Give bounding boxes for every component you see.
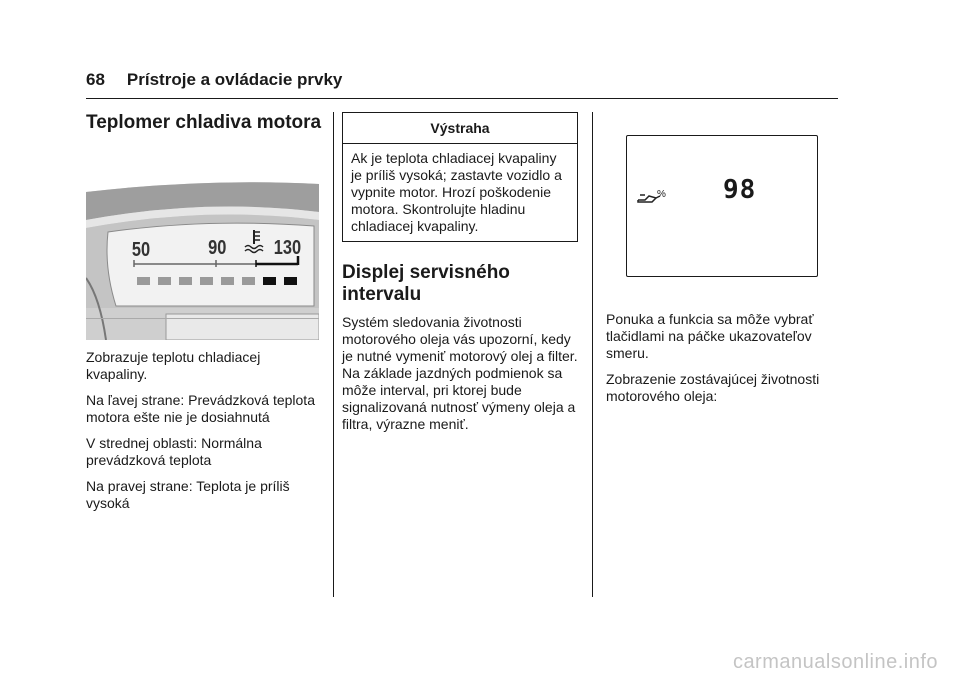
oil-life-value: 98 <box>723 175 757 205</box>
service-interval-paragraph: Systém sledovania životnosti motorového oleja vás upozorní, kedy je nutné vymeniť motorový olej a filter. Na základe jazdných podmienok sa môže interval, pri ktorej bude signalizovaná nutnosť výmeny oleja a filtra, výrazne meniť. <box>342 314 578 432</box>
oil-life-percent-symbol: % <box>657 189 666 200</box>
gauge-label-130: 130 <box>273 235 302 259</box>
column-display <box>606 112 838 414</box>
coolant-paragraph-1: Zobrazuje teplotu chladiacej kvapaliny. <box>86 349 261 382</box>
display-paragraph-1: Ponuka a funkcia sa môže vybrať tlačidlami na páčke ukazovateľov smeru. <box>606 311 814 361</box>
section-title: Prístroje a ovládacie prvky <box>126 70 343 89</box>
warning-title: Výstraha <box>343 113 577 144</box>
warning-box <box>342 112 578 242</box>
display-paragraph-2: Zobrazenie zostávajúcej životnosti motorového oleja: <box>606 371 820 404</box>
warning-text: Ak je teplota chladiacej kvapaliny je príliš vysoká; zastavte vozidlo a vypnite motor. Hrozí poškodenie motora. Skontrolujte hladinu chladiacej kvapaliny. <box>351 150 562 234</box>
column-divider-right <box>592 112 593 597</box>
column-service <box>342 112 578 442</box>
header-rule <box>86 98 838 99</box>
coolant-heading: Teplomer chladiva motora <box>86 112 322 133</box>
column-divider-left <box>333 112 334 597</box>
service-interval-heading: Displej servisného intervalu <box>342 262 510 305</box>
coolant-gauge-illustration <box>86 168 319 340</box>
coolant-gauge-svg <box>86 168 319 340</box>
watermark: carmanualsonline.info <box>732 651 938 673</box>
column-coolant <box>86 112 322 521</box>
coolant-paragraph-4: Na pravej strane: Teplota je príliš vysoká <box>86 478 290 511</box>
gauge-label-90: 90 <box>208 235 227 259</box>
oil-life-display <box>626 135 818 277</box>
coolant-paragraph-3: V strednej oblasti: Normálna prevádzková teplota <box>86 435 262 468</box>
page-header <box>86 70 342 90</box>
gauge-label-50: 50 <box>131 237 151 261</box>
page-number: 68 <box>86 70 105 89</box>
coolant-paragraph-2: Na ľavej strane: Prevádzková teplota motora ešte nie je dosiahnutá <box>86 392 315 425</box>
